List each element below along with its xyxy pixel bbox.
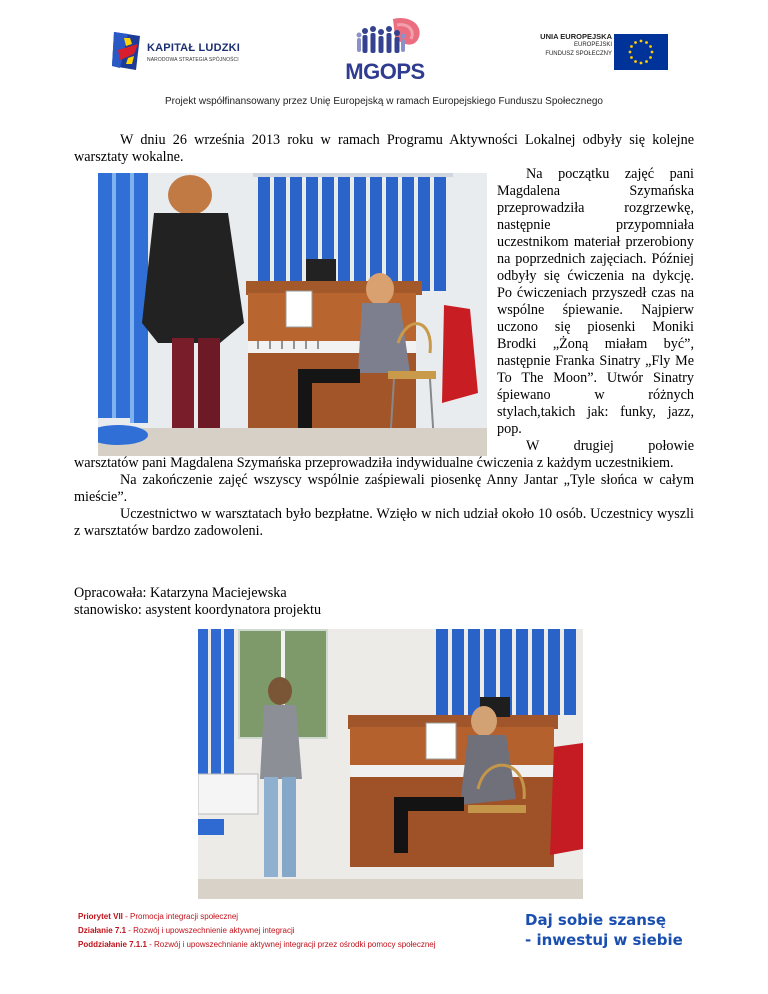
- footer-priority: [78, 910, 436, 924]
- action-text: - Rozwój i upowszechnienie aktywnej integracji: [126, 926, 295, 935]
- second-half-start-text: W drugiej połowie: [526, 438, 694, 454]
- priority-text: - Promocja integracji społecznej: [122, 912, 239, 921]
- eu-fund-line2: FUNDUSZ SPOŁECZNY: [545, 51, 612, 57]
- photo-piano-lesson-1: [98, 173, 487, 456]
- intro-paragraph: W dniu 26 września 2013 roku w ramach Programu Aktywności Lokalnej odbyły się kolejne warsztaty wokalne.: [74, 132, 694, 165]
- participation-paragraph: Uczestnictwo w warsztatach było bezpłatne. Wzięło w nich udział około 10 osób. Uczestnicy wyszli z warsztatów bardzo zadowoleni.: [74, 506, 694, 539]
- kapital-ludzki-flag-icon: [110, 30, 142, 74]
- kapital-ludzki-subtitle: NARODOWA STRATEGIA SPÓJNOŚCI: [147, 57, 239, 63]
- author-block: [74, 585, 321, 619]
- slogan-line-2: - inwestuj w siebie: [525, 931, 683, 949]
- eu-fund-line1: EUROPEJSKI: [573, 42, 612, 48]
- eu-flag-icon: [614, 34, 668, 70]
- article-continuation: [74, 438, 694, 540]
- subaction-label: Poddziałanie 7.1.1: [78, 940, 147, 949]
- kapital-ludzki-title: KAPITAŁ LUDZKI: [147, 42, 241, 54]
- eu-logo: [520, 32, 680, 72]
- slogan: [525, 910, 685, 950]
- mgops-people-icon: [335, 15, 435, 61]
- eu-logo-text: [540, 32, 612, 59]
- slogan-line-1: Daj sobie szansę: [525, 911, 667, 929]
- mgops-logo: [335, 15, 435, 85]
- photo-piano-lesson-2: [198, 629, 583, 899]
- footer-program-info: [78, 910, 436, 952]
- kapital-ludzki-logo: [110, 30, 260, 76]
- mgops-text: MGOPS: [345, 59, 425, 84]
- author-name: Opracowała: Katarzyna Maciejewska: [74, 585, 287, 601]
- footer-subaction: [78, 938, 436, 952]
- second-half-paragraph: warsztatów pani Magdalena Szymańska przeprowadziła indywidualne ćwiczenia z każdym uczestnikiem.: [74, 455, 674, 471]
- eu-title: UNIA EUROPEJSKA: [540, 32, 612, 41]
- priority-label: Priorytet VII: [78, 912, 123, 921]
- workshop-description-paragraph: Na początku zajęć pani Magdalena Szymańska przeprowadziła rozgrzewkę, następnie przypomniała uczestnikom materiał przerobiony na poprzednich zajęciach. Później odbyły się ćwiczenia na dykcję. Po ćwiczeniach przyszedł czas na wspólne śpiewanie. Najpierw uczono się piosenki Moniki Brodki „Żoną miałam być”, następnie Franka Sinatry „Fly Me To The Moon”. Utwór Sinatry śpiewano w różnych stylach,takich jak: funky, jazz, pop.: [497, 166, 694, 437]
- second-half-start: [74, 438, 694, 455]
- action-label: Działanie 7.1: [78, 926, 127, 935]
- ending-paragraph: Na zakończenie zajęć wszyscy wspólnie zaśpiewali piosenkę Anny Jantar „Tyle słońca w całym mieście”.: [74, 472, 694, 505]
- footer-action: [78, 924, 436, 938]
- author-position: stanowisko: asystent koordynatora projektu: [74, 602, 322, 618]
- project-cofinancing-line: Projekt współfinansowany przez Unię Europejską w ramach Europejskiego Funduszu Społecznego: [164, 96, 603, 107]
- subaction-text: - Rozwój i upowszechnianie aktywnej integracji przez ośrodki pomocy społecznej: [146, 940, 436, 949]
